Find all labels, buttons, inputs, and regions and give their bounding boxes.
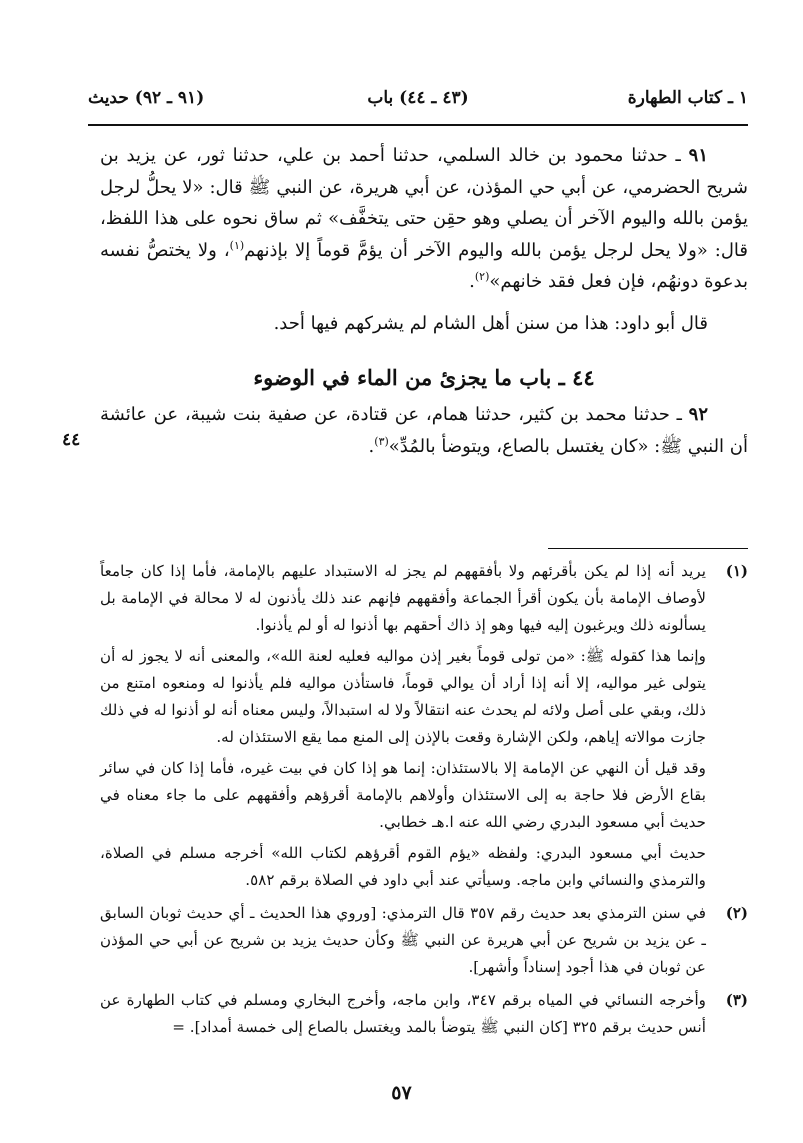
footnote-paragraph: وقد قيل أن النهي عن الإمامة إلا بالاستئذان: إنما هو إذا كان في بيت غيره، فأما إذا كان في سائر بقاع الأرض فلا حاجة به إلى الاستئذان وأولاهم بالإمامة أقرؤهم وأفقههم على ما جاء معناه في حديث أبي مسعود البدري رضي الله عنه ا.هـ خطابي. [100,759,706,831]
footnote-1 [100,558,748,894]
footnote-marker: (٢) [725,904,748,922]
main-text [100,140,748,462]
footnote-ref-2[interactable]: (٢) [474,270,490,283]
footnote-paragraph: وأخرجه النسائي في المياه برقم ٣٤٧، وابن ماجه، وأخرج البخاري ومسلم في كتاب الطهارة عن أنس حديث برقم ٣٢٥ [كان النبي ﷺ يتوضأ بالمد ويغتسل بالصاع إلى خمسة أمداد]. = [100,991,706,1036]
hadith-number: ٩١ [688,145,708,166]
footnote-3 [100,987,748,1041]
hadith-91 [100,140,748,298]
footnotes [100,558,748,1047]
footnote-paragraph: يريد أنه إذا لم يكن بأقرئهم ولا بأفقههم لم يجز له الاستبداد عليهم بالإمامة، فأما إذا كان جامعاً لأوصاف الإمامة بأن يكون أقرأ الجماعة وأفقههم فإنهم عند ذلك يأذنون له لا محالة في الإمامة بل يسألونه ذلك ويرغبون إليه فيها وهو إذ ذاك أحقهم بها أذنوا له أو لم يأذنوا. [100,562,706,634]
footnote-divider [548,548,748,549]
footnote-paragraph: وإنما هذا كقوله ﷺ: «من تولى قوماً بغير إذن مواليه فعليه لعنة الله»، والمعنى أنه لا يجوز له أن يتولى غير مواليه، إلا أنه إذا أراد أن يوالي قوماً، فاستأذن مواليه فلم يأذنوا له ومنعوه امتنع من ذلك، وبقي على أصل ولائه لم يحدث عنه انتقالاً ولا له استبدالاً، وليس معناه أنه لو أذنوا له في ذلك جازت موالاته إياهم، ولكن الإشارة وقعت بالإذن إلى المنع مما يقع الاستئذان له. [100,647,706,746]
margin-chapter-number: ٤٤ [62,430,81,450]
chapter-heading: ٤٤ ـ باب ما يجزئ من الماء في الوضوء [253,365,595,390]
footnote-ref-1[interactable]: (١) [229,238,245,252]
abu-dawud-comment: قال أبو داود: هذا من سنن أهل الشام لم يشركهم فيها أحد. [273,312,708,334]
hadith-92 [100,399,748,462]
header-chapter-range: (٤٣ ـ ٤٤) باب [367,88,469,108]
footnote-2 [100,900,748,981]
running-header [88,84,748,124]
page-number: ٥٧ [391,1082,412,1104]
header-hadith-range: (٩١ ـ ٩٢) حديث [88,88,205,108]
footnote-paragraph: في سنن الترمذي بعد حديث رقم ٣٥٧ قال الترمذي: [وروي هذا الحديث ـ أي حديث ثوبان السابق ـ عن يزيد بن شريح عن أبي هريرة عن النبي ﷺ وكأن حديث يزيد بن شريح عن أبي حي المؤذن عن ثوبان في هذا أجود إسناداً وأشهر]. [100,904,706,976]
hadith-text-cont: ، ولا يختصُّ نفسه بدعوة دونهُم، فإن فعل فقد خانهم» [100,239,748,292]
header-book-title: ١ ـ كتاب الطهارة [627,88,748,108]
header-divider [88,124,748,126]
hadith-end: . [368,435,375,457]
footnote-paragraph: حديث أبي مسعود البدري: ولفظه «يؤم القوم أقرؤهم لكتاب الله» أخرجه مسلم في الصلاة، والترمذي والنسائي وابن ماجه. وسيأتي عند أبي داود في الصلاة برقم ٥٨٢. [100,844,706,889]
hadith-text: ـ حدثنا محمد بن كثير، حدثنا همام، عن قتادة، عن صفية بنت شيبة، عن عائشة أن النبي ﷺ: «كان يغتسل بالصاع، ويتوضأ بالمُدِّ» [100,404,748,457]
hadith-text: ـ حدثنا محمود بن خالد السلمي، حدثنا أحمد بن علي، حدثنا ثور، عن يزيد بن شريح الحضرمي، عن أبي حي المؤذن، عن أبي هريرة، عن النبي ﷺ قال: «لا يحلُّ لرجل يؤمن بالله واليوم الآخر أن يصلي وهو حقِن حتى يتخفَّف» ثم ساق نحوه على هذا اللفظ، قال: «ولا يحل لرجل يؤمن بالله واليوم الآخر أن يؤمَّ قوماً إلا بإذنهم [100,145,748,261]
footnote-marker: (١) [725,562,748,580]
footnote-ref-3[interactable]: (٣) [374,434,389,448]
footnote-marker: (٣) [725,991,748,1009]
hadith-number: ٩٢ [688,404,708,425]
hadith-end: . [469,271,475,292]
